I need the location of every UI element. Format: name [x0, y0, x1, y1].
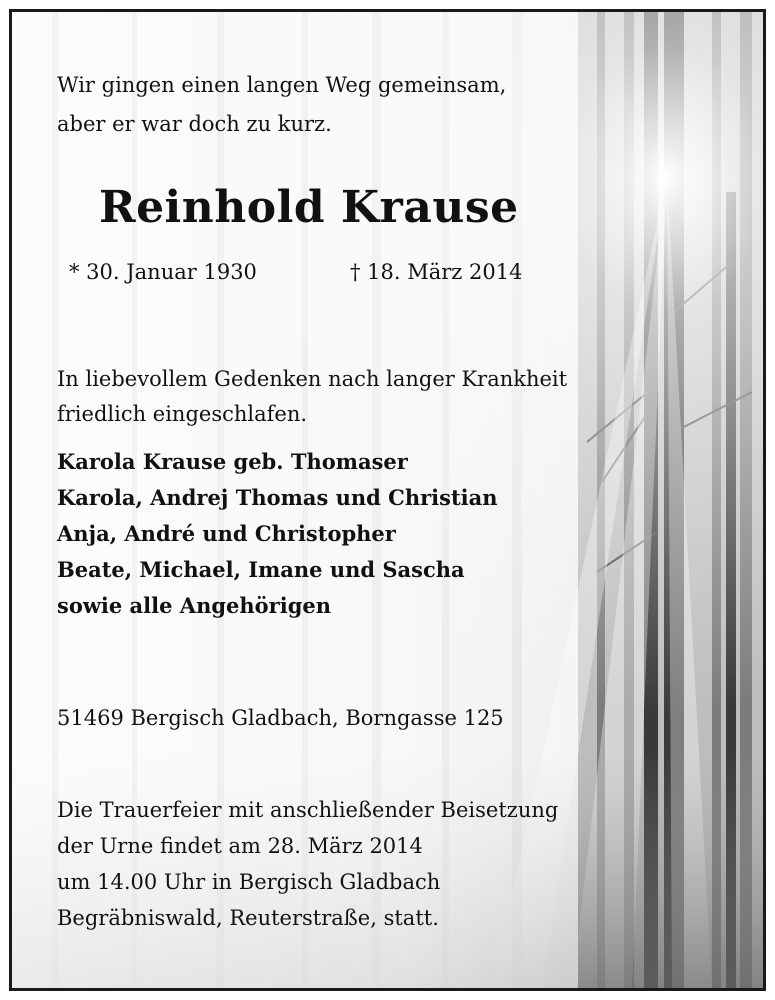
mourner-line: Karola Krause geb. Thomaser — [57, 449, 408, 474]
ceremony-line-1: Die Trauerfeier mit anschließender Beisetzung — [57, 798, 559, 822]
ceremony-line-2: der Urne findet am 28. März 2014 — [57, 834, 423, 858]
memorial-line-2: friedlich eingeschlafen. — [57, 402, 308, 426]
obituary-text — [12, 12, 578, 988]
deceased-name: Reinhold Krause — [99, 182, 519, 233]
memorial-line-1: In liebevollem Gedenken nach langer Krankheit — [57, 367, 568, 391]
obituary-card — [9, 9, 766, 991]
address: 51469 Bergisch Gladbach, Borngasse 125 — [57, 706, 504, 730]
mourner-line: Karola, Andrej Thomas und Christian — [57, 485, 498, 510]
mourner-line: Anja, André und Christopher — [57, 521, 396, 546]
birth-date: * 30. Januar 1930 — [69, 260, 257, 284]
mourner-line: sowie alle Angehörigen — [57, 593, 332, 618]
death-date: † 18. März 2014 — [350, 260, 523, 284]
ceremony-line-4: Begräbniswald, Reuterstraße, statt. — [57, 906, 439, 930]
mourner-line: Beate, Michael, Imane und Sascha — [57, 557, 465, 582]
quote-line-1: Wir gingen einen langen Weg gemeinsam, — [57, 73, 507, 97]
ceremony-line-3: um 14.00 Uhr in Bergisch Gladbach — [57, 870, 441, 894]
quote-line-2: aber er war doch zu kurz. — [57, 112, 332, 136]
